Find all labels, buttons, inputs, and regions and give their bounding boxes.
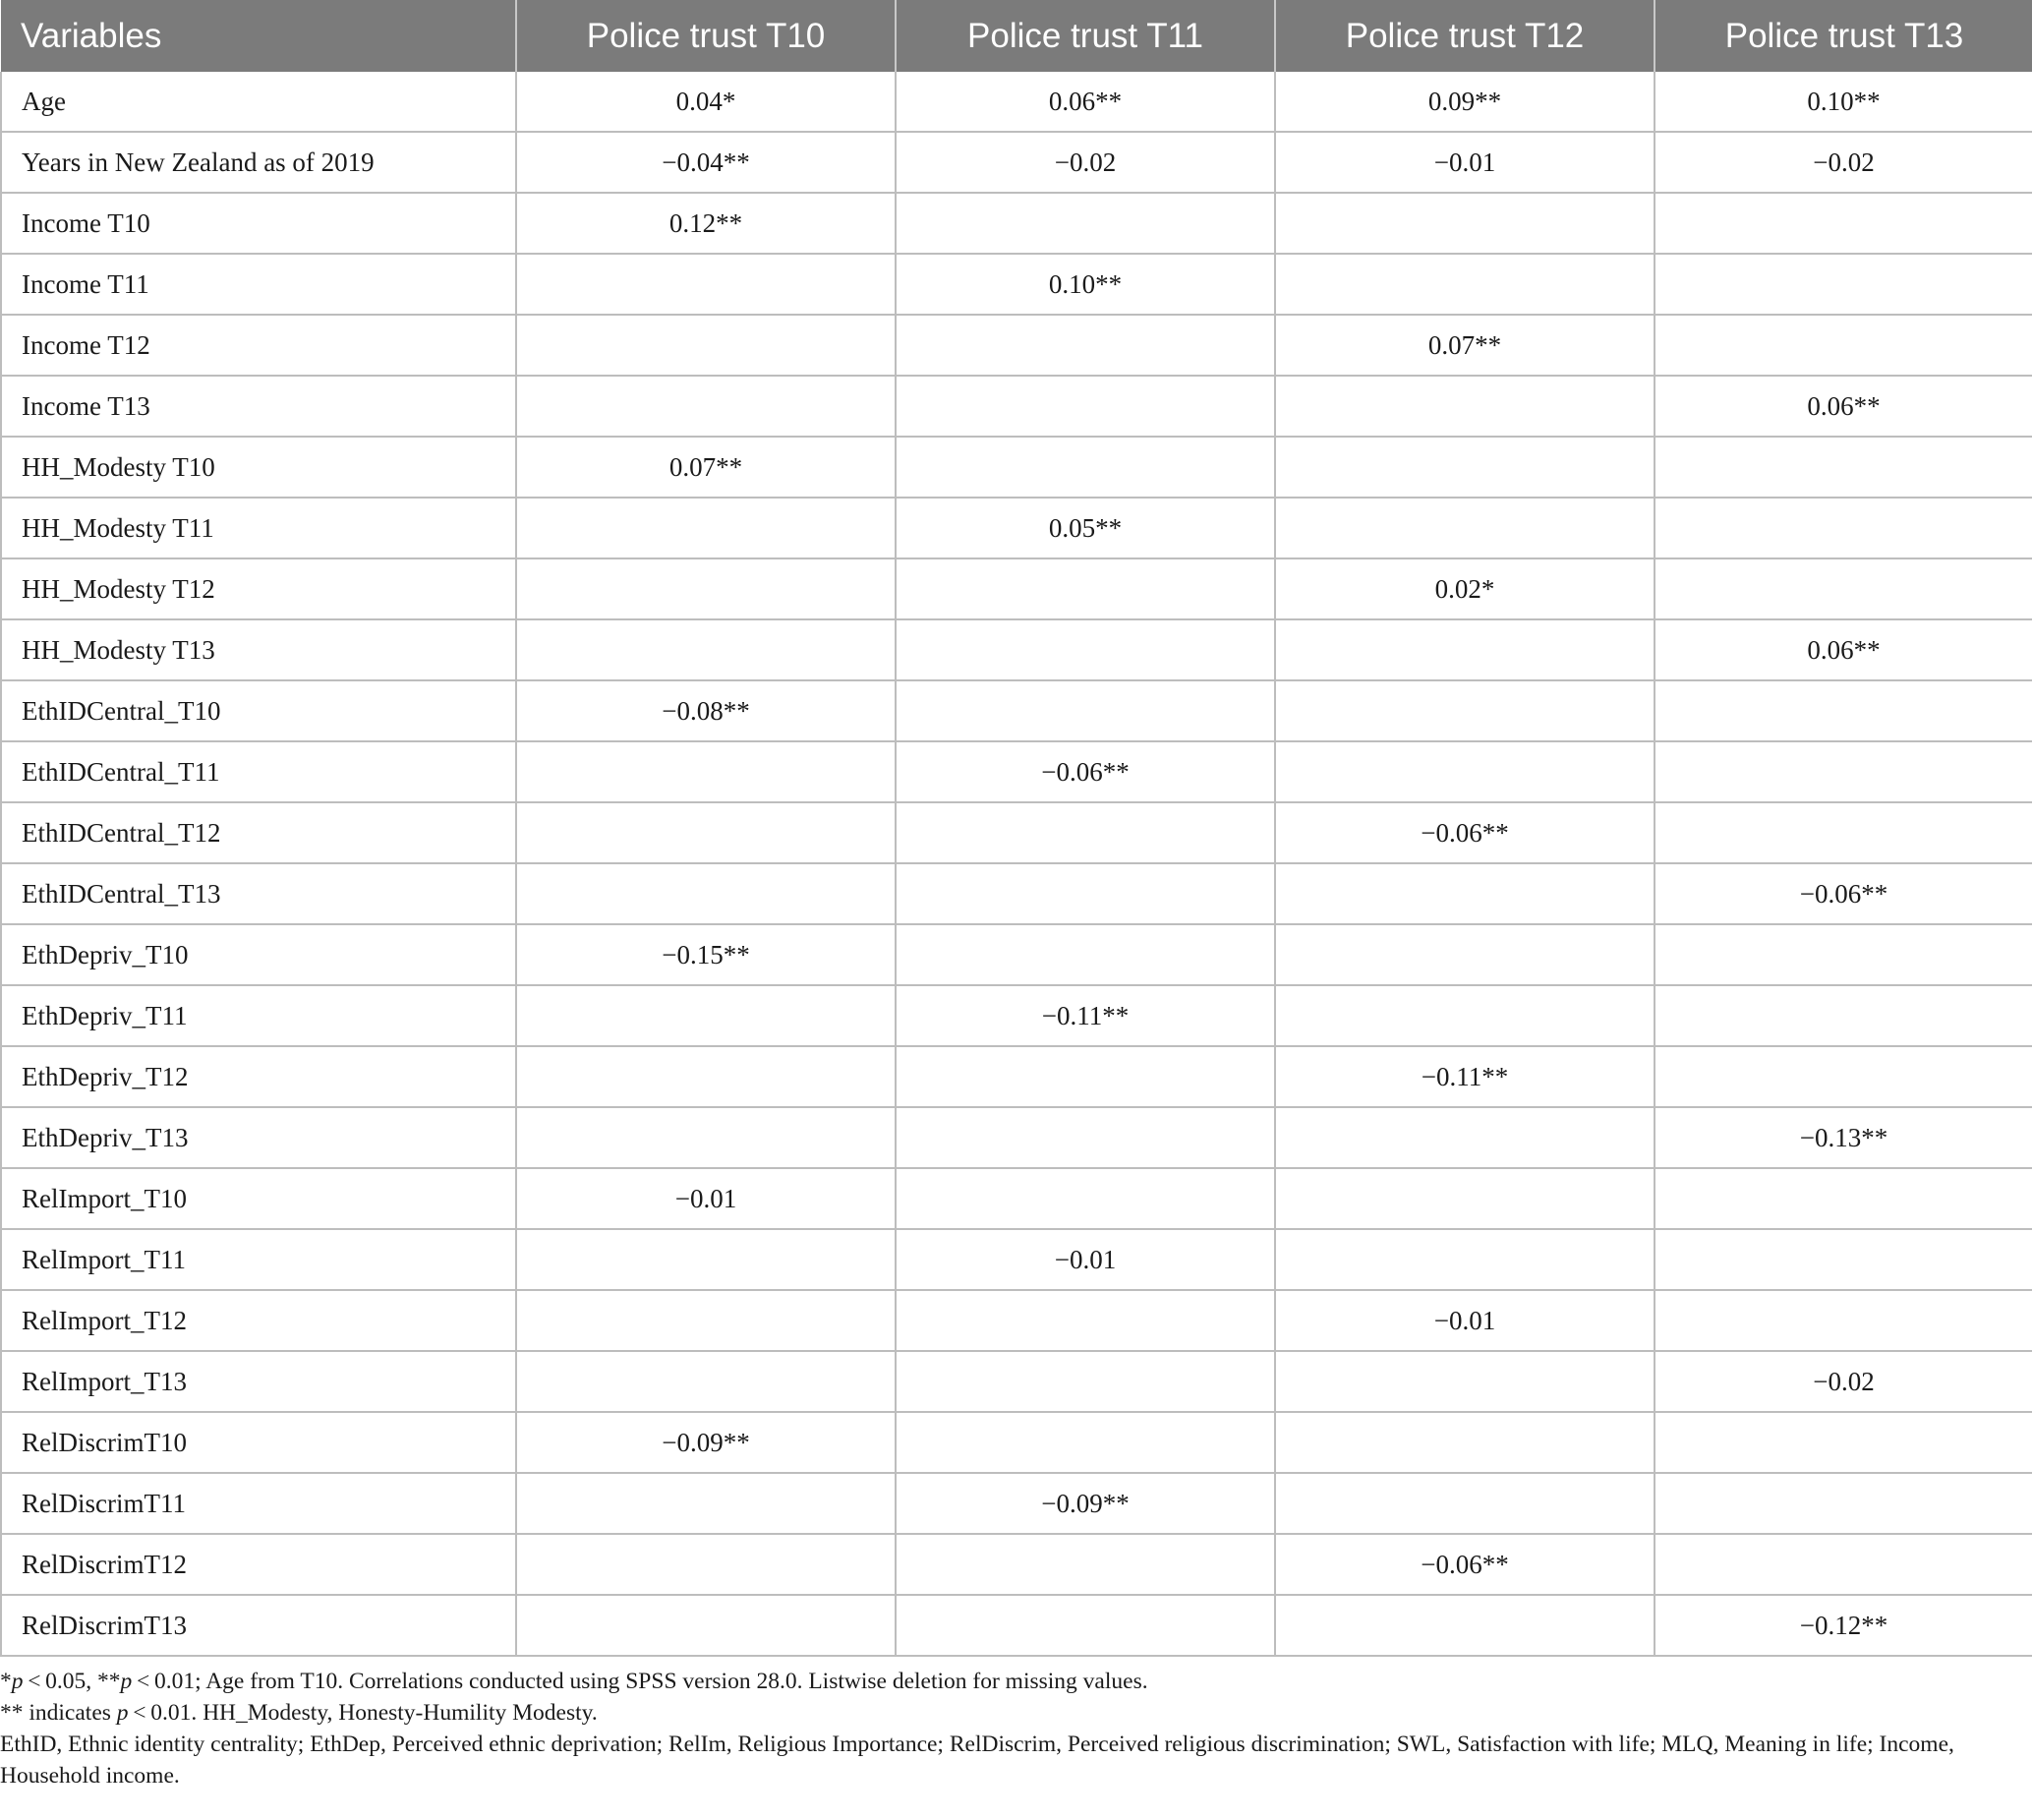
variable-label: Years in New Zealand as of 2019 — [1, 132, 516, 193]
correlation-value — [1275, 1595, 1655, 1656]
correlation-value — [1655, 437, 2032, 498]
variable-label: RelImport_T10 — [1, 1168, 516, 1229]
correlation-value — [1655, 1473, 2032, 1534]
correlation-value: −0.15** — [516, 924, 896, 985]
correlation-value: −0.09** — [516, 1412, 896, 1473]
variable-label: HH_Modesty T12 — [1, 558, 516, 619]
correlation-value: −0.11** — [896, 985, 1275, 1046]
correlation-value — [1275, 924, 1655, 985]
correlation-value: 0.10** — [896, 254, 1275, 315]
correlation-value — [896, 863, 1275, 924]
correlation-value — [1655, 924, 2032, 985]
correlation-value — [516, 802, 896, 863]
correlation-value — [1655, 1229, 2032, 1290]
correlation-value — [896, 680, 1275, 741]
variable-label: HH_Modesty T13 — [1, 619, 516, 680]
correlation-value — [516, 863, 896, 924]
correlation-value — [1655, 802, 2032, 863]
correlation-value — [1275, 1473, 1655, 1534]
correlation-value — [896, 1412, 1275, 1473]
correlation-value — [516, 741, 896, 802]
column-header-police-trust-10: Police trust T10 — [516, 0, 896, 72]
table-row — [1, 254, 2032, 315]
correlation-value — [896, 802, 1275, 863]
correlation-value — [1275, 1168, 1655, 1229]
correlation-value: 0.04* — [516, 72, 896, 132]
variable-label: RelDiscrimT12 — [1, 1534, 516, 1595]
correlation-value — [896, 376, 1275, 437]
correlation-value — [1655, 498, 2032, 558]
correlation-value — [1275, 193, 1655, 254]
correlation-value — [1655, 315, 2032, 376]
correlation-value — [1275, 863, 1655, 924]
correlation-value — [1655, 254, 2032, 315]
variable-label: RelDiscrimT10 — [1, 1412, 516, 1473]
correlation-value — [516, 498, 896, 558]
correlation-value — [516, 1107, 896, 1168]
correlation-value — [896, 1290, 1275, 1351]
table-row — [1, 558, 2032, 619]
correlation-value — [1275, 1351, 1655, 1412]
column-header-variables: Variables — [1, 0, 516, 72]
correlation-value: −0.01 — [896, 1229, 1275, 1290]
table-footnotes — [0, 1666, 2005, 1791]
correlation-value: −0.06** — [1655, 863, 2032, 924]
table-row — [1, 1412, 2032, 1473]
column-header-police-trust-13: Police trust T13 — [1655, 0, 2032, 72]
correlation-value — [516, 1351, 896, 1412]
table-header — [1, 0, 2032, 72]
table-row — [1, 1290, 2032, 1351]
correlation-value — [1655, 985, 2032, 1046]
correlation-value: 0.09** — [1275, 72, 1655, 132]
correlation-value — [1275, 1229, 1655, 1290]
correlation-value: 0.06** — [896, 72, 1275, 132]
table-row — [1, 619, 2032, 680]
correlation-value: −0.06** — [1275, 802, 1655, 863]
variable-label: Income T11 — [1, 254, 516, 315]
correlation-value — [896, 619, 1275, 680]
correlation-value — [516, 1473, 896, 1534]
correlation-value — [1655, 741, 2032, 802]
table-row — [1, 741, 2032, 802]
variable-label: RelImport_T11 — [1, 1229, 516, 1290]
correlation-value: −0.12** — [1655, 1595, 2032, 1656]
correlation-value — [896, 437, 1275, 498]
correlation-value — [516, 1229, 896, 1290]
correlation-value — [1275, 1107, 1655, 1168]
correlation-value: −0.01 — [1275, 1290, 1655, 1351]
correlation-value — [896, 1107, 1275, 1168]
table-row — [1, 1229, 2032, 1290]
correlation-value — [1655, 1412, 2032, 1473]
variable-label: EthIDCentral_T11 — [1, 741, 516, 802]
variable-label: EthDepriv_T12 — [1, 1046, 516, 1107]
correlation-value — [1275, 376, 1655, 437]
correlation-value: −0.13** — [1655, 1107, 2032, 1168]
correlation-value: 0.06** — [1655, 619, 2032, 680]
variable-label: Income T10 — [1, 193, 516, 254]
correlation-value — [516, 558, 896, 619]
correlation-value — [1275, 619, 1655, 680]
table-row — [1, 1107, 2032, 1168]
correlation-value: −0.01 — [1275, 132, 1655, 193]
variable-label: Income T12 — [1, 315, 516, 376]
correlation-value: −0.09** — [896, 1473, 1275, 1534]
table-row — [1, 315, 2032, 376]
column-header-police-trust-12: Police trust T12 — [1275, 0, 1655, 72]
correlation-value: −0.11** — [1275, 1046, 1655, 1107]
correlation-value: −0.02 — [1655, 1351, 2032, 1412]
table-row — [1, 437, 2032, 498]
table-row — [1, 802, 2032, 863]
correlation-value: −0.02 — [896, 132, 1275, 193]
correlation-value — [1275, 741, 1655, 802]
table-row — [1, 1046, 2032, 1107]
table-row — [1, 1351, 2032, 1412]
correlation-value — [1655, 1534, 2032, 1595]
correlation-value — [1655, 193, 2032, 254]
correlation-value: 0.10** — [1655, 72, 2032, 132]
correlation-value — [516, 1534, 896, 1595]
correlation-value — [896, 193, 1275, 254]
table-row — [1, 132, 2032, 193]
variable-label: EthDepriv_T11 — [1, 985, 516, 1046]
correlation-value: −0.04** — [516, 132, 896, 193]
correlation-value — [896, 924, 1275, 985]
correlation-value — [1275, 680, 1655, 741]
table-body — [1, 72, 2032, 1656]
header-row — [1, 0, 2032, 72]
correlation-value: −0.08** — [516, 680, 896, 741]
table-row — [1, 193, 2032, 254]
correlation-value — [896, 1595, 1275, 1656]
table-row — [1, 1473, 2032, 1534]
table-row — [1, 1168, 2032, 1229]
table-row — [1, 680, 2032, 741]
correlation-value — [1655, 558, 2032, 619]
footnote-modesty: ** indicates p < 0.01. HH_Modesty, Honesty-Humility Modesty. — [0, 1700, 598, 1726]
variable-label: HH_Modesty T11 — [1, 498, 516, 558]
correlation-value: 0.02* — [1275, 558, 1655, 619]
correlation-value — [516, 376, 896, 437]
correlation-value — [896, 315, 1275, 376]
correlation-value — [896, 1351, 1275, 1412]
correlation-value — [516, 1046, 896, 1107]
correlation-value — [516, 1290, 896, 1351]
variable-label: EthDepriv_T10 — [1, 924, 516, 985]
correlation-value — [516, 315, 896, 376]
correlation-value: −0.02 — [1655, 132, 2032, 193]
correlation-value — [1655, 1046, 2032, 1107]
footnote-abbreviations: EthID, Ethnic identity centrality; EthDep, Perceived ethnic deprivation; RelIm, Religious Importance; RelDiscrim, Perceived religious discrimination; SWL, Satisfaction with life; MLQ, Meaning in life; Income, Household income. — [0, 1732, 1954, 1789]
correlation-value — [516, 985, 896, 1046]
variable-label: EthDepriv_T13 — [1, 1107, 516, 1168]
correlation-value: 0.12** — [516, 193, 896, 254]
table-row — [1, 1534, 2032, 1595]
table-row — [1, 498, 2032, 558]
correlation-value — [896, 1046, 1275, 1107]
correlation-value — [1275, 498, 1655, 558]
variable-label: RelImport_T13 — [1, 1351, 516, 1412]
correlation-value — [516, 254, 896, 315]
table-row — [1, 924, 2032, 985]
correlation-value — [1275, 1412, 1655, 1473]
correlation-value: −0.01 — [516, 1168, 896, 1229]
variable-label: Age — [1, 72, 516, 132]
correlation-value — [1655, 1168, 2032, 1229]
correlation-value — [516, 619, 896, 680]
table-row — [1, 985, 2032, 1046]
column-header-police-trust-11: Police trust T11 — [896, 0, 1275, 72]
table-row — [1, 72, 2032, 132]
correlation-value: −0.06** — [1275, 1534, 1655, 1595]
table-row — [1, 376, 2032, 437]
correlation-value — [896, 1168, 1275, 1229]
variable-label: HH_Modesty T10 — [1, 437, 516, 498]
correlation-value: 0.07** — [1275, 315, 1655, 376]
correlation-value: 0.06** — [1655, 376, 2032, 437]
variable-label: RelDiscrimT11 — [1, 1473, 516, 1534]
correlation-value — [1275, 437, 1655, 498]
variable-label: EthIDCentral_T13 — [1, 863, 516, 924]
variable-label: Income T13 — [1, 376, 516, 437]
correlation-value: 0.07** — [516, 437, 896, 498]
correlation-value — [1655, 680, 2032, 741]
correlation-value — [1275, 985, 1655, 1046]
table-row — [1, 1595, 2032, 1656]
correlation-value: 0.05** — [896, 498, 1275, 558]
correlation-value — [1275, 254, 1655, 315]
correlation-value — [896, 1534, 1275, 1595]
correlation-value — [896, 558, 1275, 619]
variable-label: EthIDCentral_T12 — [1, 802, 516, 863]
footnote-significance: *p < 0.05, **p < 0.01; Age from T10. Correlations conducted using SPSS version 28.0. Listwise deletion for missing values. — [0, 1669, 1148, 1694]
correlation-value — [1655, 1290, 2032, 1351]
variable-label: RelImport_T12 — [1, 1290, 516, 1351]
variable-label: EthIDCentral_T10 — [1, 680, 516, 741]
correlation-value — [516, 1595, 896, 1656]
table-row — [1, 863, 2032, 924]
correlation-value: −0.06** — [896, 741, 1275, 802]
variable-label: RelDiscrimT13 — [1, 1595, 516, 1656]
